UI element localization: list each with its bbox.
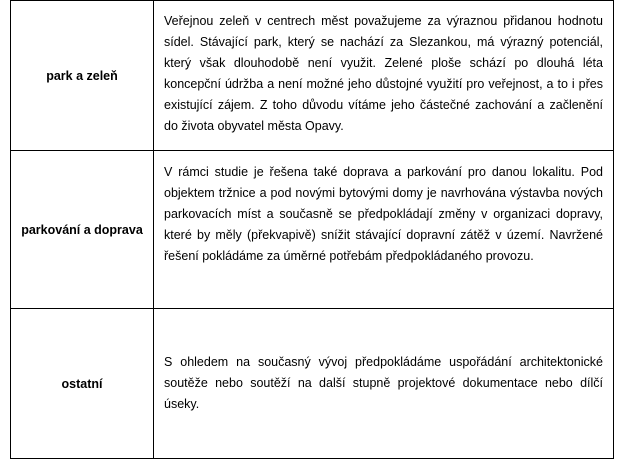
table-row: [11, 309, 614, 459]
table-row: [11, 151, 614, 309]
comments-table: [10, 0, 614, 459]
paragraph: S ohledem na současný vývoj předpokládáme uspořádání architektonické soutěže nebo soutěží na další stupně projektové dokumentace nebo dílčí úseky.: [164, 355, 603, 411]
row-text-park: [154, 1, 614, 151]
table-row: [11, 1, 614, 151]
paragraph: Veřejnou zeleň v centrech měst považujeme za výraznou přidanou hodnotu sídel. Stávající park, který se nachází za Slezankou, má výrazný potenciál, který však dlouhodobě není využit. Zelené ploše schází po dlouhá léta koncepční údržba a není možné jeho důstojné využití pro veřejnost, a to i přes existující zájem. Z toho důvodu vítáme jeho částečné zachování a začlenění do života obyvatel města Opavy.: [164, 14, 603, 133]
row-label-park: park a zeleň: [11, 1, 154, 151]
row-text-other: [154, 309, 614, 459]
paragraph: V rámci studie je řešena také doprava a parkování pro danou lokalitu. Pod objektem tržnice a pod novými bytovými domy je navrhována výstavba nových parkovacích míst a současně se předpokládají změny v organizaci dopravy, které by měly (překvapivě) snížit stávající dopravní zátěž v území. Navržené řešení pokládáme za úměrné potřebám předpokládaného provozu.: [164, 165, 603, 263]
row-label-parking: parkování a doprava: [11, 151, 154, 309]
row-text-parking: [154, 151, 614, 309]
row-label-other: ostatní: [11, 309, 154, 459]
